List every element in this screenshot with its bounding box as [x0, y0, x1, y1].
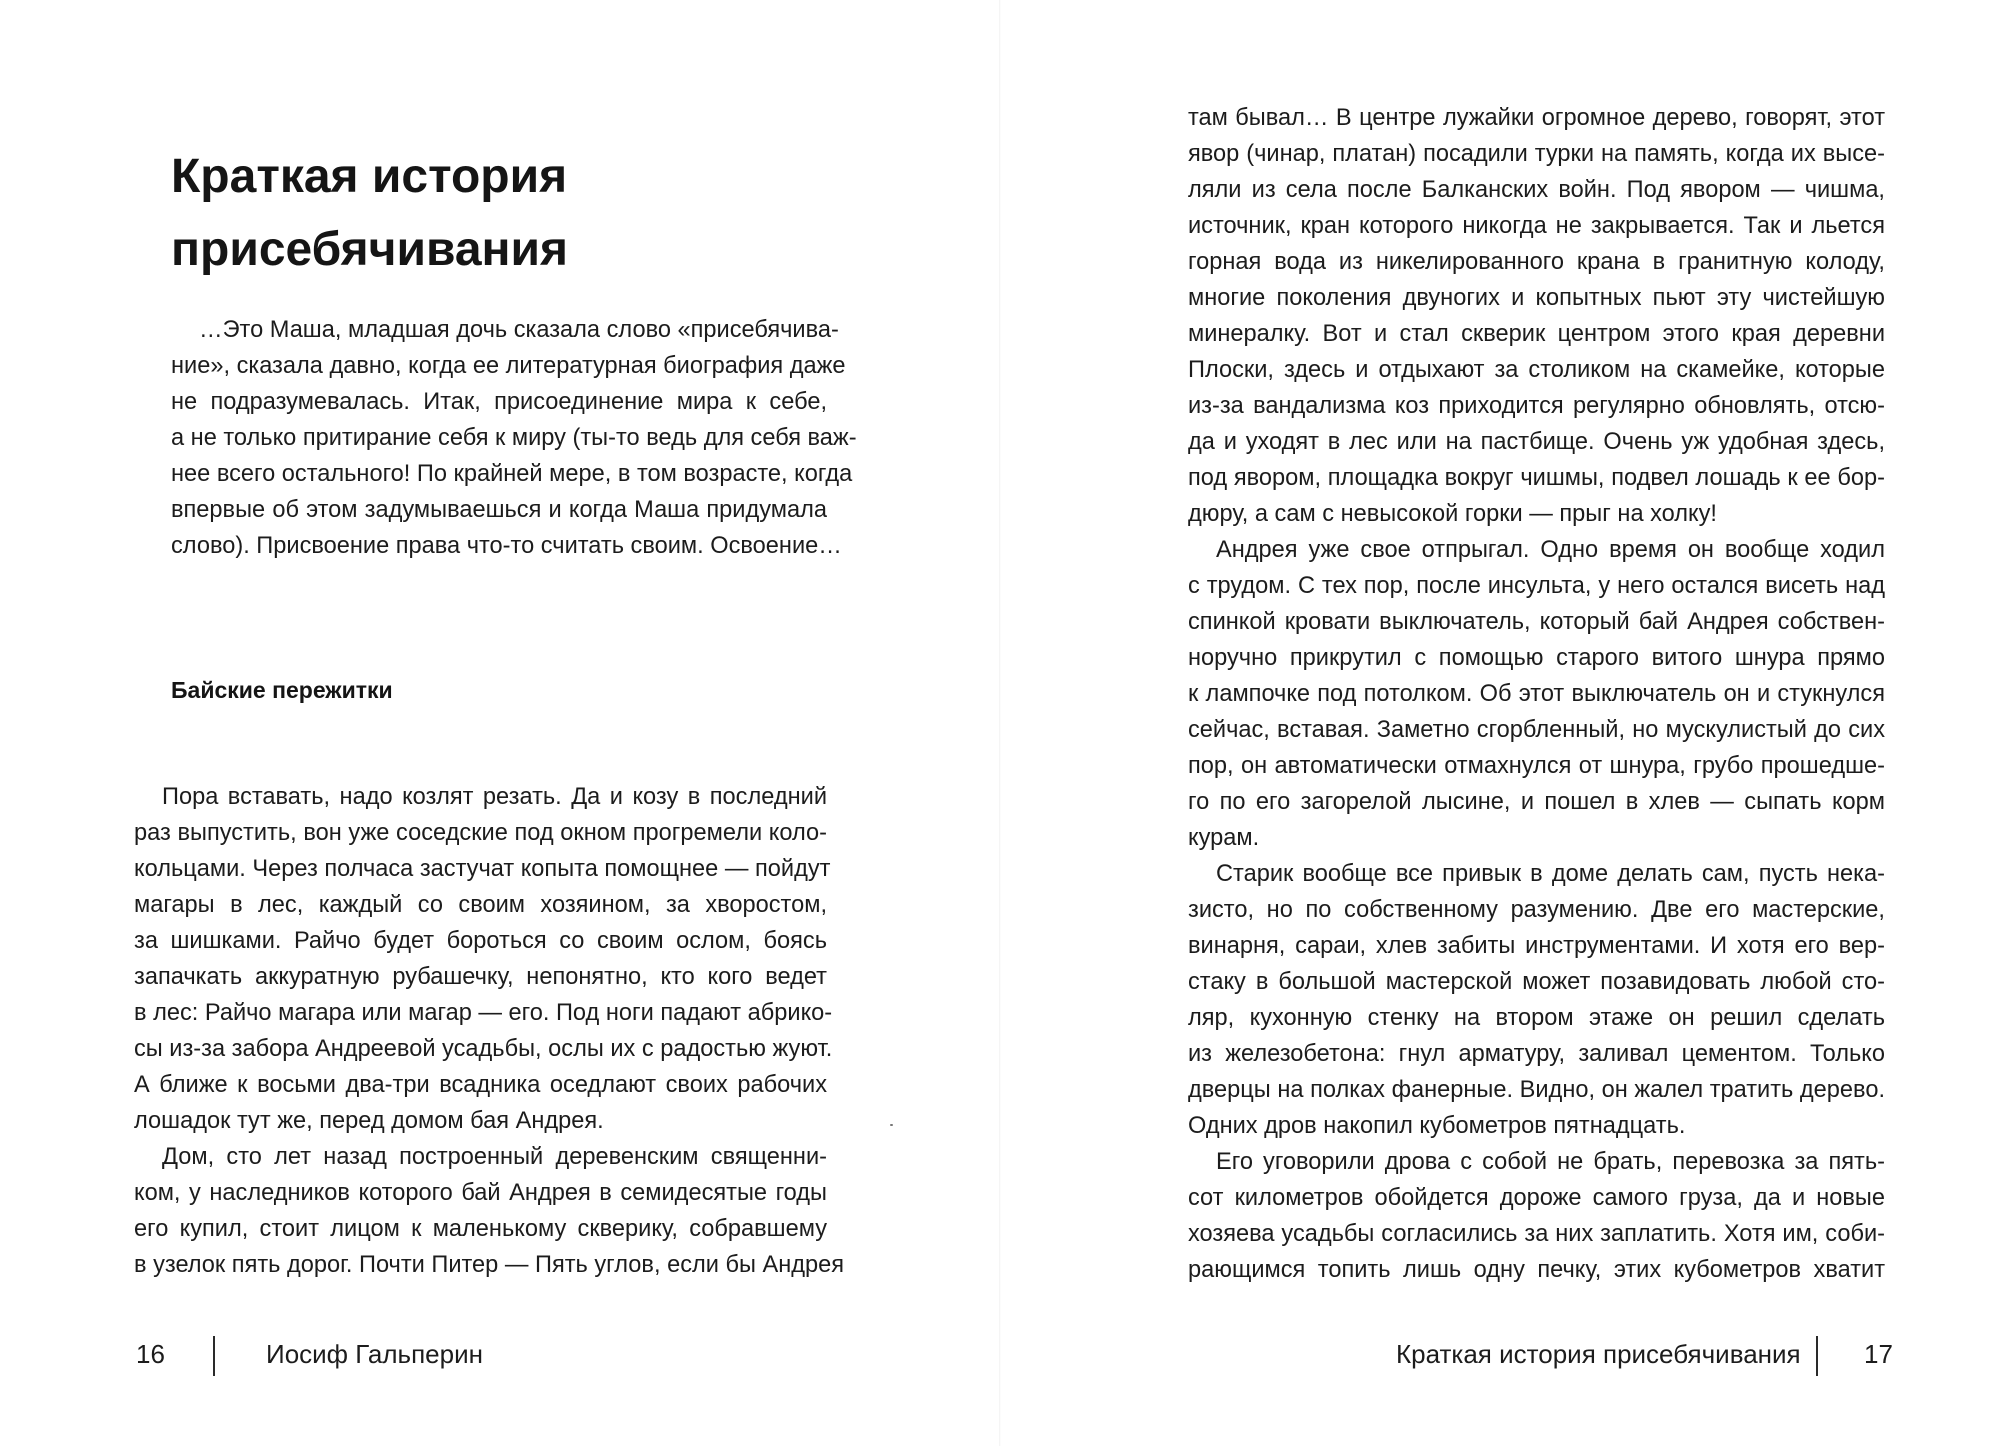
- page-number: 17: [1864, 1339, 1893, 1369]
- text-line: да и уходят в лес или на пастбище. Очень уж удобная здесь,: [1188, 429, 1885, 455]
- text-line: с трудом. С тех пор, после инсульта, у него остался висеть над: [1188, 573, 1885, 599]
- text-line: многие поколения двуногих и копытных пьют эту чистейшую: [1188, 285, 1885, 311]
- text-line: источник, кран которого никогда не закрывается. Так и льется: [1188, 213, 1885, 239]
- text-line: Пора вставать, надо козлят резать. Да и козу в последний: [162, 784, 827, 810]
- text-line: нее всего остального! По крайней мере, в том возрасте, когда: [171, 461, 853, 487]
- running-author: Иосиф Гальперин: [266, 1339, 483, 1369]
- text-line: Андрея уже свое отпрыгал. Одно время он вообще ходил: [1216, 537, 1885, 563]
- chapter-title-line: присебячивания: [171, 223, 569, 277]
- paper-speck: [890, 1124, 893, 1126]
- text-line: в лес: Райчо магара или магар — его. Под ноги падают абрико-: [134, 1000, 833, 1026]
- text-line: не подразумевалась. Итак, присоединение мира к себе,: [171, 389, 827, 415]
- text-line: слово). Присвоение права что-то считать своим. Освоение…: [171, 533, 842, 559]
- text-line: Его уговорили дрова с собой не брать, перевозка за пять-: [1216, 1149, 1885, 1175]
- text-line: там бывал… В центре лужайки огромное дерево, говорят, этот: [1188, 105, 1885, 131]
- text-line: из железобетона: гнул арматуру, заливал цементом. Только: [1188, 1041, 1885, 1067]
- text-line: минералку. Вот и стал скверик центром этого края деревни: [1188, 321, 1885, 347]
- text-line: спинкой кровати выключатель, который бай Андрея собствен-: [1188, 609, 1885, 635]
- text-line: Старик вообще все привык в доме делать сам, пусть нека-: [1216, 861, 1885, 887]
- text-line: ляр, кухонную стенку на втором этаже он решил сделать: [1188, 1005, 1885, 1031]
- text-line: кольцами. Через полчаса застучат копыта помощнее — пойдут: [134, 856, 831, 882]
- text-line: ляли из села после Балканских войн. Под явором — чишма,: [1188, 177, 1885, 203]
- text-line: норучно прикрутил с помощью старого витого шнура прямо: [1188, 645, 1885, 671]
- text-line: сы из-за забора Андреевой усадьбы, ослы их с радостью жуют.: [134, 1036, 833, 1062]
- text-line: хозяева усадьбы согласились за них заплатить. Хотя им, соби-: [1188, 1221, 1885, 1247]
- text-line: а не только притирание себя к миру (ты-то ведь для себя важ-: [171, 425, 857, 451]
- text-line: из-за вандализма коз приходится регулярно обновлять, отсю-: [1188, 393, 1885, 419]
- page-number: 16: [136, 1339, 165, 1369]
- chapter-title: [171, 140, 871, 286]
- text-line: Одних дров накопил кубометров пятнадцать.: [1188, 1113, 1686, 1139]
- text-line: за шишками. Райчо будет бороться со своим ослом, боясь: [134, 928, 827, 954]
- text-line: магары в лес, каждый со своим хозяином, за хворостом,: [134, 892, 827, 918]
- footer-separator: [1816, 1336, 1818, 1376]
- text-line: запачкать аккуратную рубашечку, непонятно, кто кого ведет: [134, 964, 827, 990]
- section-heading: Байские пережитки: [171, 677, 393, 703]
- text-line: сейчас, вставая. Заметно сгорбленный, но мускулистый до сих: [1188, 717, 1885, 743]
- text-line: стаку в большой мастерской может позавидовать любой сто-: [1188, 969, 1885, 995]
- footer-separator: [213, 1336, 215, 1376]
- text-line: лошадок тут же, перед домом бая Андрея.: [134, 1108, 604, 1134]
- text-line: ние», сказала давно, когда ее литературная биография даже: [171, 353, 846, 379]
- text-line: к лампочке под потолком. Об этот выключатель он и стукнулся: [1188, 681, 1885, 707]
- text-line: его купил, стоит лицом к маленькому скверику, собравшему: [134, 1216, 827, 1242]
- text-line: го по его загорелой лысине, и пошел в хлев — сыпать корм: [1188, 789, 1885, 815]
- body-text-right: [1188, 100, 1885, 1288]
- text-line: Дом, сто лет назад построенный деревенским священни-: [162, 1144, 827, 1170]
- text-line: впервые об этом задумываешься и когда Маша придумала: [171, 497, 827, 523]
- text-line: ком, у наследников которого бай Андрея в семидесятые годы: [134, 1180, 827, 1206]
- text-line: А ближе к восьми два-три всадника оседлают своих рабочих: [134, 1072, 827, 1098]
- body-text-left: [134, 779, 845, 1283]
- text-line: …Это Маша, младшая дочь сказала слово «присебячива-: [199, 317, 839, 343]
- text-line: под явором, площадка вокруг чишмы, подвел лошадь к ее бор-: [1188, 465, 1885, 491]
- text-line: раз выпустить, вон уже соседские под окном прогремели коло-: [134, 820, 827, 846]
- text-line: в узелок пять дорог. Почти Питер — Пять углов, если бы Андрея: [134, 1252, 845, 1278]
- text-line: зисто, но по собственному разумению. Две его мастерские,: [1188, 897, 1885, 923]
- text-line: рающимся топить лишь одну печку, этих кубометров хватит: [1188, 1257, 1885, 1283]
- right-page: [1000, 0, 2000, 1446]
- text-line: сот километров обойдется дороже самого груза, да и новые: [1188, 1185, 1885, 1211]
- text-line: горная вода из никелированного крана в гранитную колоду,: [1188, 249, 1885, 275]
- running-title: Краткая история присебячивания: [1396, 1339, 1801, 1369]
- text-line: курам.: [1188, 825, 1260, 851]
- text-line: явор (чинар, платан) посадили турки на память, когда их высе-: [1188, 141, 1885, 167]
- text-line: дюру, а сам с невысокой горки — прыг на холку!: [1188, 501, 1717, 527]
- text-line: дверцы на полках фанерные. Видно, он жалел тратить дерево.: [1188, 1077, 1885, 1103]
- text-line: Плоски, здесь и отдыхают за столиком на скамейке, которые: [1188, 357, 1885, 383]
- epigraph: [171, 312, 857, 564]
- text-line: винарня, сараи, хлев забиты инструментами. И хотя его вер-: [1188, 933, 1885, 959]
- text-line: пор, он автоматически отмахнулся от шнура, грубо прошедше-: [1188, 753, 1885, 779]
- chapter-title-line: Краткая история: [171, 150, 568, 204]
